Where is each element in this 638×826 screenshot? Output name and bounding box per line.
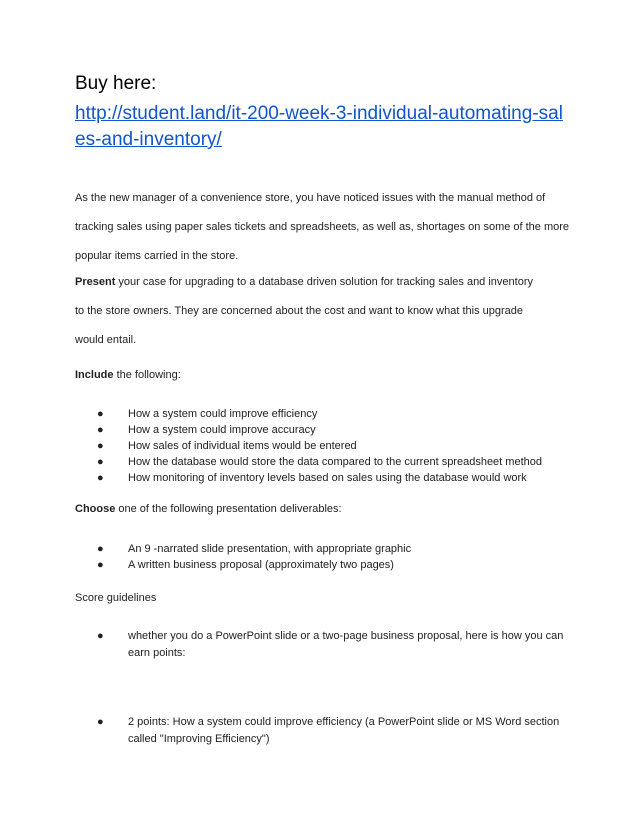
- score-heading: Score guidelines: [75, 592, 157, 604]
- choose-list: [97, 541, 577, 573]
- bullet-icon: ●: [97, 424, 104, 436]
- list-item-text: whether you do a PowerPoint slide or a two-page business proposal, here is how you can earn points:: [128, 630, 564, 659]
- include-bold: Include: [75, 369, 114, 381]
- list-item: [97, 406, 577, 422]
- list-item-text: How monitoring of inventory levels based on sales using the database would work: [128, 472, 527, 484]
- product-link[interactable]: http://student.land/it-200-week-3-individual-automating-sales-and-inventory/: [75, 103, 563, 150]
- bullet-icon: ●: [97, 408, 104, 420]
- present-line-2: to the store owners. They are concerned about the cost and want to know what this upgrade: [75, 305, 524, 317]
- present-text-1: your case for upgrading to a database driven solution for tracking sales and inventory: [115, 276, 533, 288]
- include-list: [97, 406, 577, 486]
- choose-bold: Choose: [75, 503, 116, 515]
- score-list-2: [97, 714, 567, 748]
- present-line-1: [75, 275, 575, 289]
- list-item: [97, 541, 577, 557]
- include-rest: the following:: [113, 369, 181, 381]
- list-item: [97, 438, 577, 454]
- list-item: [97, 628, 567, 662]
- intro-paragraph: As the new manager of a convenience store, you have noticed issues with the manual method of tracking sales using paper sales tickets and spreadsheets, as well as, shortages on some of the more popular items carried in the store.: [75, 192, 570, 262]
- list-item-text: How the database would store the data compared to the current spreadsheet method: [128, 456, 542, 468]
- list-item-text: A written business proposal (approximately two pages): [128, 559, 394, 571]
- list-item: [97, 470, 577, 486]
- bullet-icon: ●: [97, 472, 104, 484]
- include-heading: [75, 368, 575, 382]
- bullet-icon: ●: [97, 440, 104, 452]
- score-list-1: [97, 628, 567, 662]
- bullet-icon: ●: [97, 716, 104, 728]
- list-item-text: How a system could improve accuracy: [128, 424, 316, 436]
- bullet-icon: ●: [97, 543, 104, 555]
- list-item: [97, 422, 577, 438]
- bullet-icon: ●: [97, 456, 104, 468]
- choose-rest: one of the following presentation deliverables:: [115, 503, 342, 515]
- bullet-icon: ●: [97, 630, 104, 642]
- list-item-text: How a system could improve efficiency: [128, 408, 318, 420]
- present-line-3: would entail.: [75, 334, 137, 346]
- list-item: [97, 557, 577, 573]
- list-item-text: How sales of individual items would be entered: [128, 440, 357, 452]
- bullet-icon: ●: [97, 559, 104, 571]
- present-bold: Present: [75, 276, 116, 288]
- list-item-text: 2 points: How a system could improve efficiency (a PowerPoint slide or MS Word section called "Improving Efficiency"): [128, 716, 560, 745]
- list-item-text: An 9 -narrated slide presentation, with appropriate graphic: [128, 543, 412, 555]
- list-item: [97, 454, 577, 470]
- buy-here-label: Buy here:: [75, 73, 157, 94]
- choose-heading: [75, 502, 575, 516]
- list-item: [97, 714, 567, 748]
